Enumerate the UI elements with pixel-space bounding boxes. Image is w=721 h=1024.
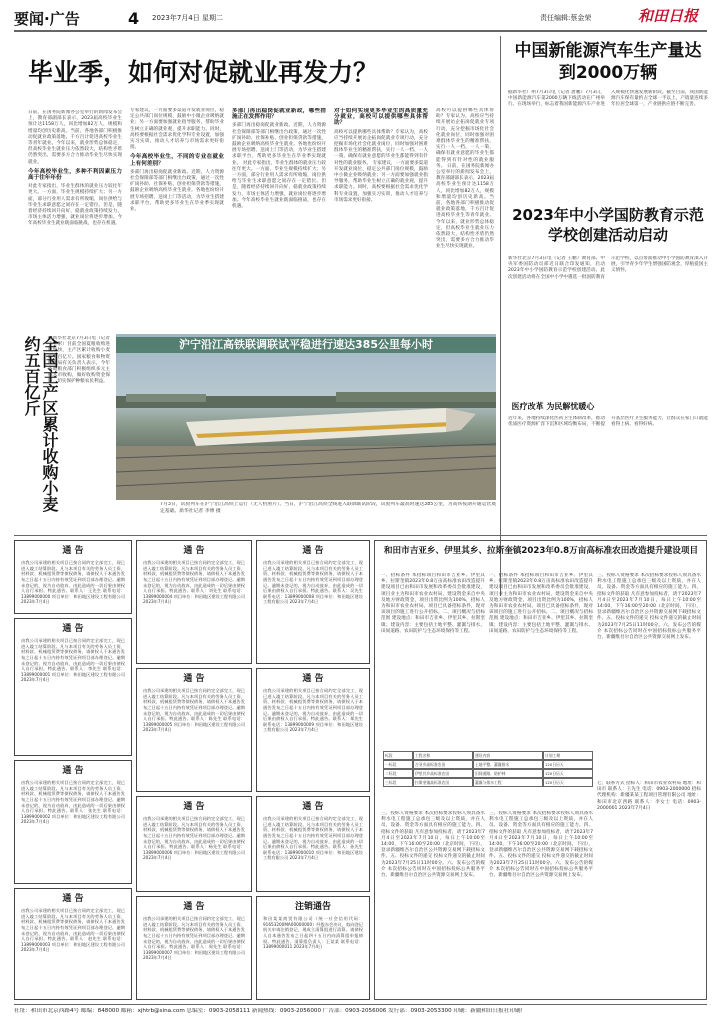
- lead-col1-subhead: 今年高校毕业生，多种不利因素压力高于往年年份: [28, 168, 122, 182]
- table-cell: 120日历天: [543, 769, 593, 778]
- masthead-logo: 和田日报: [638, 7, 699, 25]
- table-cell: 三标段: [383, 778, 413, 787]
- notice-body: 由我公司承建的相关项目已按合同约定全部完工，现已进入竣工结算阶段。凡与本项目有关的劳务人员工资、材料款、机械租赁费等债权债务，请债权人于本通告发布之日起十五日内持有效凭证到项目部办理登记。逾期未登记的，视为自动放弃，由此造成的一切后果由债权人自行承担。特此通告。联系人：王先生 联系电话：13899000000 项目单位：和田地区建设工程有限公司 2023年7月4日: [21, 560, 125, 605]
- lead-col-1: [28, 110, 122, 332]
- lead-text-2: 对此专家指出，毕业生群体的就业压力较往年更大。一方面，毕业生规模持续扩大；另一方面，部分行业用人需求有所收缩，岗位供给与毕业生求职意愿之间存在一定错位。但是，随着经济持续回升向好，稳就业政策持续发力，市场主体活力增强，就业岗位将逐步增加。今年高校毕业生就业既面临挑战，也存在机遇。: [28, 184, 122, 227]
- table-cell: 工程名称: [413, 751, 473, 760]
- notice-title: 通 告: [62, 766, 84, 776]
- lead-text-5: 多部门再出稳岗促就业新政。近期，人力资源社会保障部等部门相继出台政策，通过一次性扩岗补助、社保补贴、创业担保贷款等措施，鼓励企业吸纳高校毕业生就业。各地也纷纷开展专场招聘、送岗上门等活动，为毕业生搭建求职平台，帮助更多毕业生在毕业季实现就业。: [232, 123, 326, 166]
- photo-caption: 7月3日，试验列车在沪宁沿江高铁上运行（无人机照片）。当日，沪宁沿江高铁全线进入联调联试阶段，试验列车最高时速达385公里，为高铁按期开通运营奠定基础。新华社记者 李博 摄: [160, 502, 496, 514]
- tender-text-6: 七、联系方式 招标人：和田市农业农村局 地址：和田市 联系人：王先生 电话：0903-2000000 招标代理机构：新疆某某工程项目管理有限公司 地址：和田市北京西路 联系人：李女士 电话：0903-2000001 2023年7月4日: [597, 781, 701, 811]
- table-cell: 田间道路、防护林: [473, 769, 543, 778]
- train-illustration: [116, 334, 496, 500]
- notice-title: 通 告: [62, 894, 84, 904]
- notice-body: 由我公司承建的相关项目已按合同约定全部完工，现已进入竣工结算阶段。凡与本项目有关的劳务人员工资、材料款、机械租赁费等债权债务，请债权人于本通告发布之日起十五日内持有效凭证到项目部办理登记。逾期未登记的，视为自动放弃，由此造成的一切后果由债权人自行承担。特此通告。联系人：赵先生 联系电话：13899000003 项目单位：和田地区建设工程有限公司 2023年7月4日: [21, 908, 125, 953]
- footer-rule: [14, 1004, 707, 1005]
- notice-box-8: [136, 896, 252, 1000]
- notice-box-7: [136, 796, 252, 892]
- notice-body: 由我公司承建的相关项目已按合同约定全部完工，现已进入竣工结算阶段。凡与本项目有关的劳务人员工资、材料款、机械租赁费等债权债务，请债权人于本通告发布之日起十五日内持有效凭证到项目部办理登记。逾期未登记的，视为自动放弃，由此造成的一切后果由债权人自行承担。特此通告。联系人：李先生 联系电话：13899000001 项目单位：和田地区建设工程有限公司 2023年7月4日: [21, 638, 125, 683]
- notice-title: 通 告: [183, 902, 205, 912]
- notice-title: 通 告: [62, 546, 84, 556]
- lead-text-10: 日前，在国务院新闻办公室举行的新闻发布会上，教育部副部长表示，2023届高校毕业生预计达1158万人，同比增加82万人，规模和增量均创历史新高。当前，各地各部门积极推动促就业政策落地，千方百计促进高校毕业生等青年就业。今年以来，就业形势总体稳定，但高校毕业生就业压力依然较大，结构性矛盾仍然突出，需要多方合力推动毕业生尽快实现就业。: [436, 163, 494, 250]
- notice-box-4: [14, 888, 132, 1000]
- lead-text-6: 对此专家指出，毕业生群体的就业压力较往年更大。一方面，毕业生规模持续扩大；另一方面，部分行业用人需求有所收缩，岗位供给与毕业生求职意愿之间存在一定错位。但是，随着经济持续回升向好，稳就业政策持续发力，市场主体活力增强，就业岗位将逐步增加。今年高校毕业生就业既面临挑战，也存在机遇。: [232, 160, 326, 210]
- lead-col-5: [436, 108, 494, 332]
- footer-info: 社址：和田市北京西路4号 邮编：848000 邮箱：xjhtrb@sina.com 总编室：0903-2058111 新闻热线：0903-2056000 广告部：0903-2056006 发行部：0903-2053300 印刷：新疆和田日报社印刷厂: [14, 1008, 527, 1014]
- small-story-title: 医疗改革 为民解忧暖心: [511, 402, 595, 411]
- tender-table: [383, 751, 593, 787]
- notice-body: 由我公司承建的相关项目已按合同约定全部完工，现已进入竣工结算阶段。凡与本项目有关的劳务人员工资、材料款、机械租赁费等债权债务，请债权人于本通告发布之日起十五日内持有效凭证到项目部办理登记。逾期未登记的，视为自动放弃，由此造成的一切后果由债权人自行承担。特此通告。联系人：刘先生 联系电话：13899000004 项目单位：和田地区建设工程有限公司 2023年7月4日: [143, 560, 245, 605]
- vertical-headline: 全国主产区累计收购小麦约五百亿斤: [22, 336, 59, 512]
- lead-col3-subhead: 多部门再出稳岗促就业新政，哪些措施正在发挥作用？: [232, 108, 326, 121]
- table-cell: 120日历天: [543, 760, 593, 769]
- lead-col-2: [130, 108, 224, 332]
- notice-box-5: [136, 540, 252, 664]
- lead-text-8: 专家建议，一方面要多渠道开发就业岗位，稳定公共部门岗位规模，鼓励中小微企业吸纳就业；另一方面要加强就业指导服务，帮助毕业生树立正确的就业观，提升求职能力。同时，高校要根据社会需求优化学科专业设置，加强实习实训，推动人才培养与市场需求更好衔接。: [334, 160, 428, 203]
- lead-text-3: 专家建议，一方面要多渠道开发就业岗位，稳定公共部门岗位规模，鼓励中小微企业吸纳就业；另一方面要加强就业指导服务，帮助毕业生树立正确的就业观，提升求职能力。同时，高校要根据社会需求优化学科专业设置，加强实习实训，推动人才培养与市场需求更好衔接。: [130, 108, 224, 151]
- tender-text-1: 一、招标条件 本招标项目和田市吉亚乡、伊里其乡、拉斯奎镇2023年0.8万亩高标准农田改造提升建设项目已由和田市发展和改革委员会批准建设，项目业主为和田市农业农村局，建设资金来自中央及地方财政资金，项目出资比例为100%，招标人为和田市农业农村局。项目已具备招标条件，现对该项目的施工进行公开招标。二、项目概况与招标范围 建设地点：和田市吉亚乡、伊里其乡、拉斯奎镇；建设内容：主要包括土地平整、灌溉与排水、田间道路、农田防护与生态环境保持等工程。: [381, 573, 485, 634]
- notice-title: 通 告: [302, 674, 324, 684]
- notice-box-10: [256, 668, 370, 792]
- vertical-text: 据新华社北京7月3日电（记者 王立彬）目前全国夏粮收购进度加快，主产区累计收购小麦约五百亿斤。国家粮食和物资储备局有关负责人表示，今年各地粮食部门积极组织多元主体入市收购，做好收购资金保障，切实保护种粮农民利益。: [48, 336, 110, 385]
- notice-body: 由我公司承建的相关项目已按合同约定全部完工，现已进入竣工结算阶段。凡与本项目有关的劳务人员工资、材料款、机械租赁费等债权债务，请债权人于本通告发布之日起十五日内持有效凭证到项目部办理登记。逾期未登记的，视为自动放弃，由此造成的一切后果由债权人自行承担。特此通告。联系人：吴先生 联系电话：13899000008 项目单位：和田地区建设工程有限公司 2023年7月4日: [263, 560, 363, 605]
- tender-text-5: 三、投标人资格要求 本次招标要求投标人须具备水利水电工程施工总承包三级及以上资质，并在人员、设备、资金等方面具有相应的施工能力。四、招标文件的获取 凡有意参加投标者，请于2023年7月4日至2023年7月10日，每日上午10:00至14:00，下午16:00至20:00（北京时间，下同），登录新疆维吾尔自治区公共资源交易网下载招标文件。五、投标文件的递交 投标文件递交的截止时间为2023年7月25日11时00分。六、发布公告的媒介 本次招标公告同时在中国招标投标公共服务平台、新疆维吾尔自治区公共资源交易网上发布。: [489, 811, 593, 879]
- header-rule: [14, 30, 707, 32]
- lead-headline: 毕业季，如何对促就业再发力？: [28, 58, 379, 87]
- table-cell: 伊里其乡高标准农田: [413, 769, 473, 778]
- lead-text-9: 高校可以提供哪些具体帮助？专家认为，高校应当持续开展访企拓岗促就业专项行动，充分挖掘市场化社会化就业岗位，同时加强对困难群体毕业生的精准帮扶，实行一人一档、一人一策，确保有就业意愿的毕业生都能得到有针对性的就业服务。: [436, 108, 494, 169]
- mid-rule: [14, 535, 707, 536]
- lead-col4-subhead: 对于如何实现更多毕业生的高质量充分就业，高校可以提供哪些具体帮助？: [334, 108, 428, 127]
- table-cell: 拉斯奎镇高标准农田: [413, 778, 473, 787]
- notice-title: 通 告: [183, 674, 205, 684]
- lead-col2-subhead: 今年高校毕业生，不同的专业在就业上有何差别？: [130, 154, 224, 167]
- tender-title: 和田市吉亚乡、伊里其乡、拉斯奎镇2023年0.8万亩高标准农田改造提升建设项目: [383, 546, 699, 556]
- notice-body: 由我公司承建的相关项目已按合同约定全部完工，现已进入竣工结算阶段。凡与本项目有关的劳务人员工资、材料款、机械租赁费等债权债务，请债权人于本通告发布之日起十五日内持有效凭证到项目部办理登记。逾期未登记的，视为自动放弃，由此造成的一切后果由债权人自行承担。特此通告。联系人：陈先生 联系电话：13899000005 项目单位：和田地区建设工程有限公司 2023年7月4日: [143, 688, 245, 733]
- notice-box-2: [14, 618, 132, 756]
- small-story-text: 近年来，各地持续深化医药卫生体制改革，推动优质医疗资源扩容下沉和区域均衡布局，不断提升基层医疗卫生服务能力，让群众在家门口就能看得上病、看得好病。: [508, 416, 708, 428]
- lead-text-1: 日前，在国务院新闻办公室举行的新闻发布会上，教育部副部长表示，2023届高校毕业生预计达1158万人，同比增加82万人，规模和增量均创历史新高。当前，各地各部门积极推动促就业政策落地，千方百计促进高校毕业生等青年就业。今年以来，就业形势总体稳定，但高校毕业生就业压力依然较大，结构性矛盾仍然突出，需要多方合力推动毕业生尽快实现就业。: [28, 110, 122, 165]
- lead-col-4: [334, 108, 428, 332]
- table-cell: 建设内容: [473, 751, 543, 760]
- notice-box-1: [14, 540, 132, 614]
- side-headline-2: 2023年中小学国防教育示范学校创建活动启动: [512, 206, 704, 244]
- table-cell: 一标段: [383, 760, 413, 769]
- side-text-1: 据新华社广州7月3日电（记者 唐鹏）7月3日，中国新能源汽车第2000万辆下线活动在广州举行。在现场举行，标志着我国新能源汽车产业进入规模化快速发展新阶段。截至目前，我国新能源汽车保有量约占全球一半以上，产销量连续多年位居全球第一，产业链供应链不断完善。: [508, 90, 708, 108]
- notice-body: 由我公司承建的相关项目已按合同约定全部完工，现已进入竣工结算阶段。凡与本项目有关的劳务人员工资、材料款、机械租赁费等债权债务，请债权人于本通告发布之日起十五日内持有效凭证到项目部办理登记。逾期未登记的，视为自动放弃，由此造成的一切后果由债权人自行承担。特此通告。联系人：周先生 联系电话：13899000007 项目单位：和田地区建设工程有限公司 2023年7月4日: [143, 916, 245, 961]
- notice-title: 通 告: [302, 546, 324, 556]
- table-cell: 标段: [383, 751, 413, 760]
- notice-title: 通 告: [62, 624, 84, 634]
- issue-date: 2023年7月4日 星期二: [152, 14, 223, 22]
- notice-title: 通 告: [183, 546, 205, 556]
- train-photo: [116, 334, 496, 500]
- side-headline-1: 中国新能源汽车生产量达到2000万辆: [514, 41, 702, 83]
- tender-text-2: 一、招标条件 本招标项目和田市吉亚乡、伊里其乡、拉斯奎镇2023年0.8万亩高标准农田改造提升建设项目已由和田市发展和改革委员会批准建设，项目业主为和田市农业农村局，建设资金来自中央及地方财政资金，项目出资比例为100%，招标人为和田市农业农村局。项目已具备招标条件，现对该项目的施工进行公开招标。二、项目概况与招标范围 建设地点：和田市吉亚乡、伊里其乡、拉斯奎镇；建设内容：主要包括土地平整、灌溉与排水、田间道路、农田防护与生态环境保持等工程。: [489, 573, 593, 634]
- table-cell: 二标段: [383, 769, 413, 778]
- side-divider: [500, 36, 501, 596]
- table-cell: 120日历天: [543, 778, 593, 787]
- table-cell: 吉亚乡高标准农田: [413, 760, 473, 769]
- table-cell: 灌溉与排水工程: [473, 778, 543, 787]
- lead-col-3: [232, 108, 326, 332]
- tender-text-3: 三、投标人资格要求 本次招标要求投标人须具备水利水电工程施工总承包三级及以上资质，并在人员、设备、资金等方面具有相应的施工能力。四、招标文件的获取 凡有意参加投标者，请于2023年7月4日至2023年7月10日，每日上午10:00至14:00，下午16:00至20:00（北京时间，下同），登录新疆维吾尔自治区公共资源交易网下载招标文件。五、投标文件的递交 投标文件递交的截止时间为2023年7月25日11时00分。六、发布公告的媒介 本次招标公告同时在中国招标投标公共服务平台、新疆维吾尔自治区公共资源交易网上发布。: [597, 573, 701, 641]
- tender-text-4: 三、投标人资格要求 本次招标要求投标人须具备水利水电工程施工总承包三级及以上资质，并在人员、设备、资金等方面具有相应的施工能力。四、招标文件的获取 凡有意参加投标者，请于2023年7月4日至2023年7月10日，每日上午10:00至14:00，下午16:00至20:00（北京时间，下同），登录新疆维吾尔自治区公共资源交易网下载招标文件。五、投标文件的递交 投标文件递交的截止时间为2023年7月25日11时00分。六、发布公告的媒介 本次招标公告同时在中国招标投标公共服务平台、新疆维吾尔自治区公共资源交易网上发布。: [381, 811, 485, 879]
- notice-box-12: [256, 896, 370, 1000]
- lead-text-7: 高校可以提供哪些具体帮助？专家认为，高校应当持续开展访企拓岗促就业专项行动，充分挖掘市场化社会化就业岗位，同时加强对困难群体毕业生的精准帮扶，实行一人一档、一人一策，确保有就业意愿的毕业生都能得到有针对性的就业服务。: [334, 129, 428, 166]
- table-cell: 土地平整、灌溉排水: [473, 760, 543, 769]
- notice-body: 由我公司承建的相关项目已按合同约定全部完工，现已进入竣工结算阶段。凡与本项目有关的劳务人员工资、材料款、机械租赁费等债权债务，请债权人于本通告发布之日起十五日内持有效凭证到项目部办理登记。逾期未登记的，视为自动放弃，由此造成的一切后果由债权人自行承担。特此通告。联系人：杨先生 联系电话：13899000006 项目单位：和田地区建设工程有限公司 2023年7月4日: [143, 816, 245, 861]
- editor-credit: 责任编辑:蔡金荣: [540, 14, 592, 22]
- notice-title: 通 告: [183, 802, 205, 812]
- page-number: 4: [128, 9, 140, 28]
- tender-announcement: [374, 540, 707, 1000]
- notice-box-6: [136, 668, 252, 792]
- notice-box-3: [14, 760, 132, 884]
- lead-text-4: 多部门再出稳岗促就业新政。近期，人力资源社会保障部等部门相继出台政策，通过一次性扩岗补助、社保补贴、创业担保贷款等措施，鼓励企业吸纳高校毕业生就业。各地也纷纷开展专场招聘、送岗上门等活动，为毕业生搭建求职平台，帮助更多毕业生在毕业季实现就业。: [130, 169, 224, 213]
- notice-title: 注销通告: [294, 902, 331, 912]
- notice-box-9: [256, 540, 370, 664]
- notice-title: 通 告: [302, 802, 324, 812]
- notice-body: 和田某某商贸有限公司（统一社会信用代码：91653200MA00000000）经股东会决议，拟向登记机关申请注销登记，现成立清算组进行清算。请债权人自本通告发布之日起四十五日内向清算组申报债权。特此通告。清算组负责人：王某某 联系电话：13899000011 2023年7月4日: [263, 916, 363, 950]
- photo-title: 沪宁沿江高铁联调联试平稳进行速达385公里每小时: [116, 337, 496, 353]
- notice-body: 由我公司承建的相关项目已按合同约定全部完工，现已进入竣工结算阶段。凡与本项目有关的劳务人员工资、材料款、机械租赁费等债权债务，请债权人于本通告发布之日起十五日内持有效凭证到项目部办理登记。逾期未登记的，视为自动放弃，由此造成的一切后果由债权人自行承担。特此通告。联系人：孙先生 联系电话：13899000010 项目单位：和田地区建设工程有限公司 2023年7月4日: [263, 816, 363, 861]
- notice-box-11: [256, 796, 370, 892]
- table-cell: 计划工期: [543, 751, 593, 760]
- notice-body: 由我公司承建的相关项目已按合同约定全部完工，现已进入竣工结算阶段。凡与本项目有关的劳务人员工资、材料款、机械租赁费等债权债务，请债权人于本通告发布之日起十五日内持有效凭证到项目部办理登记。逾期未登记的，视为自动放弃，由此造成的一切后果由债权人自行承担。特此通告。联系人：郑先生 联系电话：13899000009 项目单位：和田地区建设工程有限公司 2023年7月4日: [263, 688, 363, 733]
- notice-body: 由我公司承建的相关项目已按合同约定全部完工，现已进入竣工结算阶段。凡与本项目有关的劳务人员工资、材料款、机械租赁费等债权债务，请债权人于本通告发布之日起十五日内持有效凭证到项目部办理登记。逾期未登记的，视为自动放弃，由此造成的一切后果由债权人自行承担。特此通告。联系人：张先生 联系电话：13899000002 项目单位：和田地区建设工程有限公司 2023年7月4日: [21, 780, 125, 825]
- side-text-2: 新华社北京7月3日电（记者 王鹏）教育部、中央军委国防动员部近日联合印发通知，启动2023年中小学国防教育示范学校创建活动。此次创建活动将在全国中小学中遴选一批国防教育示范学校，以点带面推动中小学国防教育深入开展，引导青少年学生增强国防观念，厚植爱国主义情怀。: [508, 256, 708, 280]
- section-name: 要闻·广告: [14, 10, 80, 28]
